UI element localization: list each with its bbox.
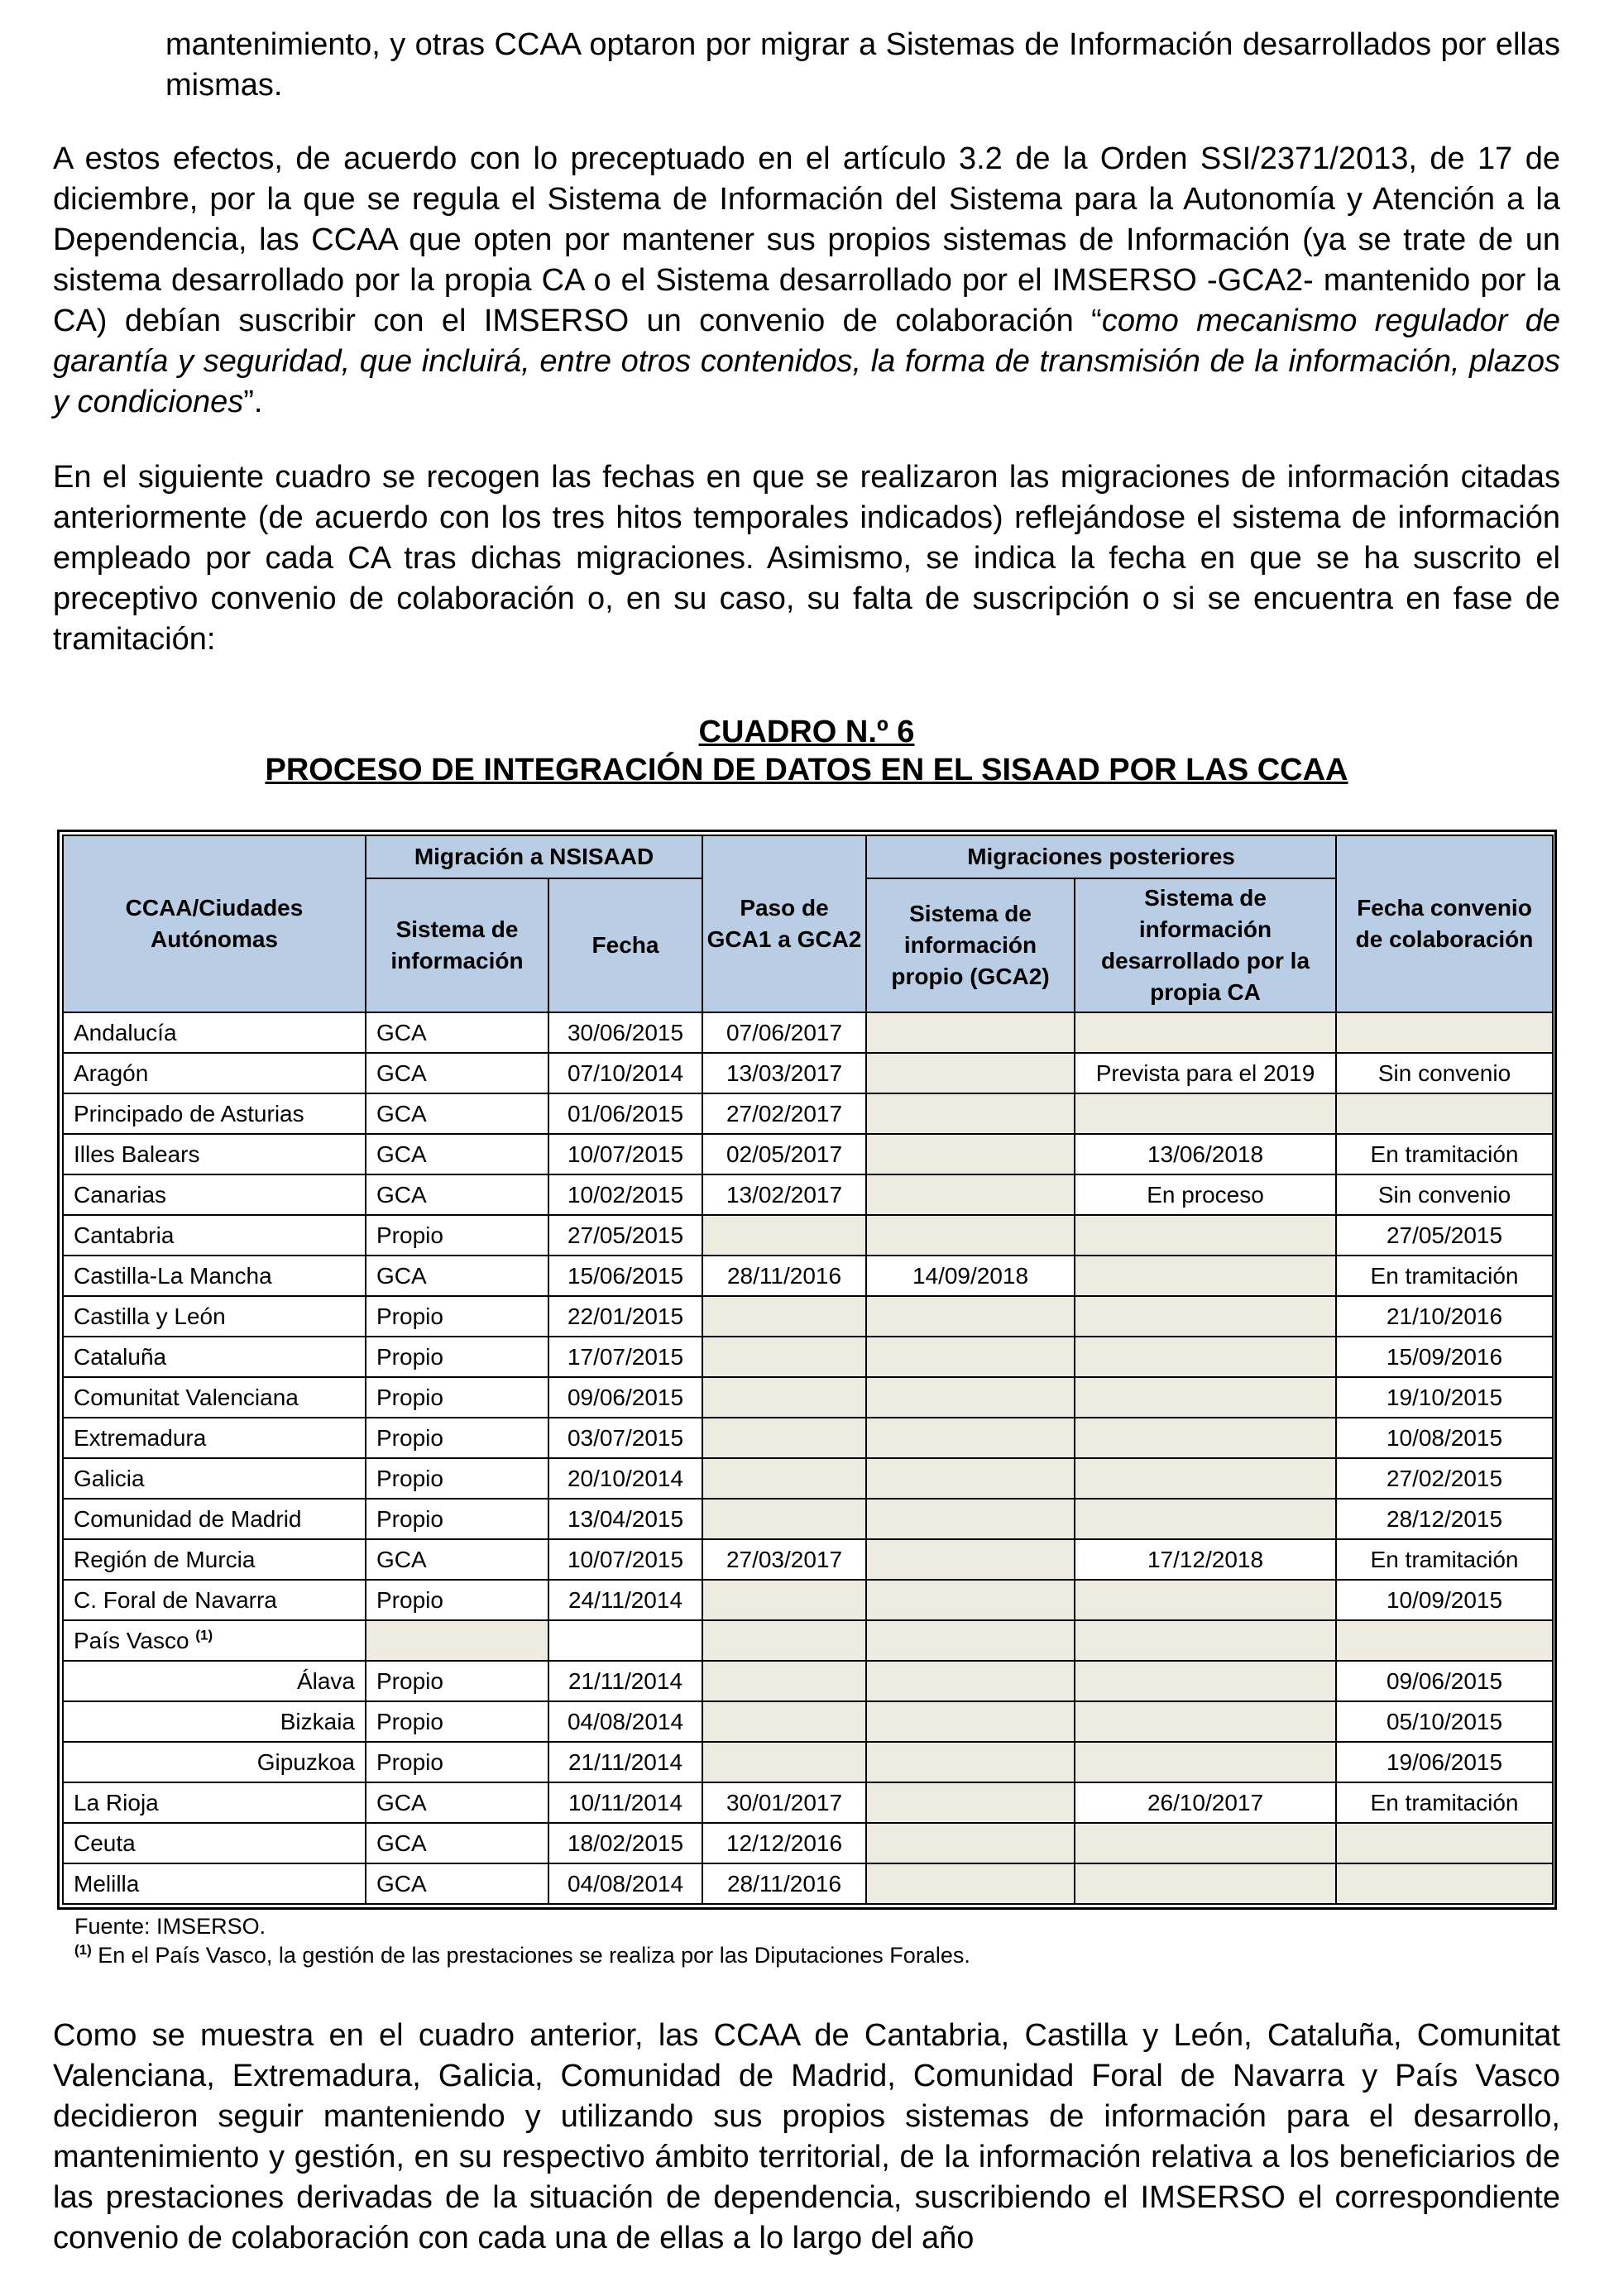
table-row [63, 1134, 1553, 1174]
paragraph-conclusion: Como se muestra en el cuadro anterior, las CCAA de Cantabria, Castilla y León, Cataluña, Comunitat Valenciana, Extremadura, Galicia, Comunidad de Madrid, Comunidad Foral de Navarra y País Vasco decidieron seguir manteniendo y utilizando sus propios sistemas de información para el desarrollo, mantenimiento y gestión, en su respectivo ámbito territorial, de la información relativa a los beneficiarios de las prestaciones derivadas de la situación de dependencia, suscribiendo el IMSERSO el correspondiente convenio de colaboración con cada una de ellas a lo largo del año [53, 2018, 1560, 2255]
cell-propia-ca [1075, 1661, 1336, 1701]
cell-fecha: 15/06/2015 [548, 1256, 702, 1296]
cell-fecha: 07/10/2014 [548, 1053, 702, 1093]
cell-ccaa [63, 1053, 366, 1093]
header-migracion-group: Migración a NSISAAD [366, 835, 702, 878]
header-propio-gca2: Sistema de información propio (GCA2) [866, 878, 1075, 1012]
cell-convenio [1336, 1620, 1553, 1661]
cell-convenio: 15/09/2016 [1336, 1337, 1553, 1377]
cell-convenio: 28/12/2015 [1336, 1499, 1553, 1539]
cell-sistema: Propio [366, 1499, 548, 1539]
ccaa-name: Extremadura [74, 1425, 207, 1451]
header-ccaa: CCAA/Ciudades Autónomas [63, 835, 366, 1012]
cell-ccaa [63, 1539, 366, 1580]
cell-gca2 [866, 1174, 1075, 1215]
cell-fecha: 24/11/2014 [548, 1580, 702, 1620]
cell-sistema: Propio [366, 1337, 548, 1377]
cell-sistema: GCA [366, 1823, 548, 1863]
cell-gca2 [866, 1134, 1075, 1174]
cell-fecha: 21/11/2014 [548, 1661, 702, 1701]
ccaa-name: Ceuta [74, 1830, 136, 1856]
table-row [63, 1012, 1553, 1053]
cell-ccaa [63, 1661, 366, 1701]
table-row [63, 1377, 1553, 1418]
table-row [63, 1580, 1553, 1620]
ccaa-name: Illes Balears [74, 1141, 200, 1167]
cell-paso [702, 1377, 866, 1418]
ccaa-name: Aragón [74, 1060, 149, 1086]
ccaa-name: Álava [296, 1668, 355, 1694]
cell-propia-ca [1075, 1215, 1336, 1256]
cell-sistema: Propio [366, 1215, 548, 1256]
cell-gca2: 14/09/2018 [866, 1256, 1075, 1296]
cell-ccaa [63, 1174, 366, 1215]
cell-ccaa [63, 1093, 366, 1134]
cell-convenio: 10/08/2015 [1336, 1418, 1553, 1458]
cell-gca2 [866, 1337, 1075, 1377]
cell-sistema: GCA [366, 1053, 548, 1093]
cell-sistema: Propio [366, 1377, 548, 1418]
cell-convenio [1336, 1863, 1553, 1904]
cell-gca2 [866, 1661, 1075, 1701]
header-sistema: Sistema de información [366, 878, 548, 1012]
ccaa-name: Cataluña [74, 1344, 167, 1370]
cell-gca2 [866, 1418, 1075, 1458]
cell-fecha: 04/08/2014 [548, 1701, 702, 1742]
table-row [63, 1782, 1553, 1823]
cell-paso [702, 1337, 866, 1377]
cell-convenio: 05/10/2015 [1336, 1701, 1553, 1742]
cell-ccaa [63, 1418, 366, 1458]
cell-fecha: 01/06/2015 [548, 1093, 702, 1134]
footnote-text: En el País Vasco, la gestión de las prestaciones se realiza por las Diputaciones Forales. [91, 1943, 970, 1968]
cell-paso: 13/02/2017 [702, 1174, 866, 1215]
cell-propia-ca [1075, 1863, 1336, 1904]
cell-fecha: 21/11/2014 [548, 1742, 702, 1782]
cell-convenio: 27/05/2015 [1336, 1215, 1553, 1256]
cell-propia-ca [1075, 1742, 1336, 1782]
cell-fecha: 18/02/2015 [548, 1823, 702, 1863]
header-posteriores-group: Migraciones posteriores [866, 835, 1336, 878]
ccaa-name: Andalucía [74, 1020, 177, 1045]
cell-propia-ca [1075, 1620, 1336, 1661]
paragraph-orden-end: ”. [243, 385, 263, 419]
cell-ccaa [63, 1823, 366, 1863]
paragraph-orden [53, 139, 1560, 423]
cell-ccaa [63, 1377, 366, 1418]
ccaa-name: Bizkaia [280, 1709, 355, 1734]
table-frame [57, 830, 1557, 1910]
table-row [63, 1823, 1553, 1863]
cell-ccaa [63, 1620, 366, 1661]
cell-sistema: Propio [366, 1296, 548, 1337]
cell-ccaa [63, 1296, 366, 1337]
cell-paso: 30/01/2017 [702, 1782, 866, 1823]
cell-convenio: 19/06/2015 [1336, 1742, 1553, 1782]
cell-gca2 [866, 1053, 1075, 1093]
cell-convenio: 21/10/2016 [1336, 1296, 1553, 1337]
cell-fecha: 27/05/2015 [548, 1215, 702, 1256]
cell-fecha: 22/01/2015 [548, 1296, 702, 1337]
cell-propia-ca: 26/10/2017 [1075, 1782, 1336, 1823]
cell-fecha: 09/06/2015 [548, 1377, 702, 1418]
table-number-title: CUADRO N.º 6 [698, 715, 915, 749]
ccaa-name: C. Foral de Navarra [74, 1587, 277, 1613]
cell-ccaa [63, 1134, 366, 1174]
cell-convenio: En tramitación [1336, 1256, 1553, 1296]
cell-propia-ca: 13/06/2018 [1075, 1134, 1336, 1174]
table-row [63, 1337, 1553, 1377]
cell-ccaa [63, 1458, 366, 1499]
cell-paso [702, 1499, 866, 1539]
cell-propia-ca [1075, 1377, 1336, 1418]
table-notes [74, 1912, 970, 1970]
ccaa-name: Canarias [74, 1182, 167, 1208]
cell-convenio [1336, 1093, 1553, 1134]
table-row [63, 1701, 1553, 1742]
ccaa-name: Castilla y León [74, 1303, 226, 1329]
cell-fecha: 03/07/2015 [548, 1418, 702, 1458]
cell-paso [702, 1580, 866, 1620]
cell-fecha: 30/06/2015 [548, 1012, 702, 1053]
cell-sistema: GCA [366, 1093, 548, 1134]
cell-gca2 [866, 1823, 1075, 1863]
cell-convenio: Sin convenio [1336, 1053, 1553, 1093]
cell-propia-ca: Prevista para el 2019 [1075, 1053, 1336, 1093]
ccaa-name: Principado de Asturias [74, 1101, 304, 1126]
cell-fecha [548, 1620, 702, 1661]
cell-gca2 [866, 1620, 1075, 1661]
cell-propia-ca [1075, 1256, 1336, 1296]
integration-table [62, 835, 1554, 1905]
cell-sistema: GCA [366, 1539, 548, 1580]
cell-paso [702, 1742, 866, 1782]
cell-propia-ca [1075, 1296, 1336, 1337]
ccaa-name: Melilla [74, 1871, 140, 1897]
table-row [63, 1661, 1553, 1701]
cell-convenio: En tramitación [1336, 1539, 1553, 1580]
cell-paso: 27/02/2017 [702, 1093, 866, 1134]
cell-propia-ca [1075, 1701, 1336, 1742]
cell-ccaa [63, 1499, 366, 1539]
cell-ccaa [63, 1863, 366, 1904]
ccaa-name: Galicia [74, 1466, 145, 1491]
cell-sistema: Propio [366, 1418, 548, 1458]
cell-sistema: GCA [366, 1012, 548, 1053]
cell-gca2 [866, 1742, 1075, 1782]
cell-gca2 [866, 1782, 1075, 1823]
cell-convenio: Sin convenio [1336, 1174, 1553, 1215]
cell-sistema: GCA [366, 1256, 548, 1296]
cell-fecha: 10/07/2015 [548, 1134, 702, 1174]
cell-sistema: GCA [366, 1782, 548, 1823]
table-row [63, 1256, 1553, 1296]
cell-sistema: Propio [366, 1701, 548, 1742]
cell-gca2 [866, 1215, 1075, 1256]
cell-gca2 [866, 1296, 1075, 1337]
cell-ccaa [63, 1701, 366, 1742]
cell-fecha: 10/07/2015 [548, 1539, 702, 1580]
table-row [63, 1418, 1553, 1458]
cell-sistema: Propio [366, 1661, 548, 1701]
cell-paso [702, 1661, 866, 1701]
cell-paso: 02/05/2017 [702, 1134, 866, 1174]
ccaa-name: Castilla-La Mancha [74, 1263, 272, 1289]
cell-sistema: Propio [366, 1458, 548, 1499]
ccaa-name: La Rioja [74, 1790, 159, 1815]
table-row [63, 1539, 1553, 1580]
source-note: Fuente: IMSERSO. [74, 1914, 266, 1939]
cell-ccaa [63, 1256, 366, 1296]
cell-convenio: En tramitación [1336, 1134, 1553, 1174]
cell-gca2 [866, 1458, 1075, 1499]
cell-ccaa [63, 1215, 366, 1256]
cell-propia-ca [1075, 1093, 1336, 1134]
table-row [63, 1742, 1553, 1782]
table-row [63, 1093, 1553, 1134]
footnote-ref: (1) [195, 1627, 213, 1643]
cell-gca2 [866, 1377, 1075, 1418]
cell-propia-ca [1075, 1012, 1336, 1053]
footnote [74, 1941, 970, 1970]
header-propia-ca: Sistema de información desarrollado por la propia CA [1075, 878, 1336, 1012]
cell-gca2 [866, 1012, 1075, 1053]
paragraph-orden-text: A estos efectos, de acuerdo con lo preceptuado en el artículo 3.2 de la Orden SSI/2371/2013, de 17 de diciembre, por la que se regula el Sistema de Información del Sistema para la Autonomía y Atención a la Dependencia, las CCAA que opten por mantener sus propios sistemas de Información (ya se trate de un sistema desarrollado por la propia CA o el Sistema desarrollado por el IMSERSO -GCA2- mantenido por la CA) debían suscribir con el IMSERSO un convenio de colaboración “ [53, 141, 1560, 338]
ccaa-name: País Vasco [74, 1628, 189, 1653]
cell-gca2 [866, 1539, 1075, 1580]
cell-fecha: 13/04/2015 [548, 1499, 702, 1539]
ccaa-name: Cantabria [74, 1222, 175, 1248]
table-row [63, 1499, 1553, 1539]
cell-propia-ca [1075, 1499, 1336, 1539]
table-row [63, 1620, 1553, 1661]
cell-propia-ca [1075, 1337, 1336, 1377]
cell-propia-ca [1075, 1823, 1336, 1863]
ccaa-name: Gipuzkoa [256, 1749, 355, 1775]
table-row [63, 1053, 1553, 1093]
cell-convenio [1336, 1823, 1553, 1863]
paragraph-cuadro-intro: En el siguiente cuadro se recogen las fechas en que se realizaron las migraciones de información citadas anteriormente (de acuerdo con los tres hitos temporales indicados) reflejándose el sistema de información empleado por cada CA tras dichas migraciones. Asimismo, se indica la fecha en que se ha suscrito el preceptivo convenio de colaboración o, en su caso, su falta de suscripción o si se encuentra en fase de tramitación: [53, 460, 1560, 657]
cell-paso [702, 1215, 866, 1256]
cell-sistema: GCA [366, 1134, 548, 1174]
footnote-mark: (1) [74, 1942, 92, 1958]
cell-paso: 07/06/2017 [702, 1012, 866, 1053]
cell-convenio [1336, 1012, 1553, 1053]
cell-fecha: 10/11/2014 [548, 1782, 702, 1823]
cell-ccaa [63, 1742, 366, 1782]
cell-gca2 [866, 1093, 1075, 1134]
cell-gca2 [866, 1499, 1075, 1539]
cell-convenio: En tramitación [1336, 1782, 1553, 1823]
cell-paso [702, 1701, 866, 1742]
cell-fecha: 20/10/2014 [548, 1458, 702, 1499]
cell-propia-ca: 17/12/2018 [1075, 1539, 1336, 1580]
cell-gca2 [866, 1701, 1075, 1742]
cell-propia-ca [1075, 1580, 1336, 1620]
ccaa-name: Comunitat Valenciana [74, 1385, 299, 1410]
cell-paso: 12/12/2016 [702, 1823, 866, 1863]
header-convenio: Fecha convenio de colaboración [1336, 835, 1553, 1012]
cell-paso: 13/03/2017 [702, 1053, 866, 1093]
cell-propia-ca [1075, 1458, 1336, 1499]
table-title: PROCESO DE INTEGRACIÓN DE DATOS EN EL SISAAD POR LAS CCAA [265, 753, 1348, 787]
cell-fecha: 04/08/2014 [548, 1863, 702, 1904]
cell-convenio: 19/10/2015 [1336, 1377, 1553, 1418]
table-row [63, 1863, 1553, 1904]
table-row [63, 1174, 1553, 1215]
cell-fecha: 17/07/2015 [548, 1337, 702, 1377]
cell-sistema: GCA [366, 1863, 548, 1904]
cell-paso [702, 1296, 866, 1337]
cell-fecha: 10/02/2015 [548, 1174, 702, 1215]
table-row [63, 1296, 1553, 1337]
cell-ccaa [63, 1012, 366, 1053]
cell-ccaa [63, 1337, 366, 1377]
cell-propia-ca: En proceso [1075, 1174, 1336, 1215]
table-body [63, 1012, 1553, 1904]
header-paso: Paso de GCA1 a GCA2 [702, 835, 866, 1012]
cell-sistema: Propio [366, 1742, 548, 1782]
paragraph-intro-continuation: mantenimiento, y otras CCAA optaron por migrar a Sistemas de Información desarrollados por ellas mismas. [165, 27, 1560, 103]
cell-ccaa [63, 1580, 366, 1620]
cell-convenio: 27/02/2015 [1336, 1458, 1553, 1499]
cell-convenio: 10/09/2015 [1336, 1580, 1553, 1620]
cell-paso: 27/03/2017 [702, 1539, 866, 1580]
cell-paso: 28/11/2016 [702, 1863, 866, 1904]
cell-ccaa [63, 1782, 366, 1823]
cell-propia-ca [1075, 1418, 1336, 1458]
table-row [63, 1215, 1553, 1256]
ccaa-name: Región de Murcia [74, 1547, 256, 1572]
cell-convenio: 09/06/2015 [1336, 1661, 1553, 1701]
cell-gca2 [866, 1580, 1075, 1620]
paragraph-orden-quote: como mecanismo regulador de garantía y seguridad, que incluirá, entre otros contenidos, la forma de transmisión de la información, plazos y condiciones [53, 304, 1561, 419]
header-fecha: Fecha [548, 878, 702, 1012]
cell-paso [702, 1418, 866, 1458]
cell-paso: 28/11/2016 [702, 1256, 866, 1296]
cell-paso [702, 1458, 866, 1499]
cell-gca2 [866, 1863, 1075, 1904]
cell-sistema [366, 1620, 548, 1661]
cell-sistema: Propio [366, 1580, 548, 1620]
cell-sistema: GCA [366, 1174, 548, 1215]
ccaa-name: Comunidad de Madrid [74, 1506, 302, 1532]
cell-paso [702, 1620, 866, 1661]
table-row [63, 1458, 1553, 1499]
